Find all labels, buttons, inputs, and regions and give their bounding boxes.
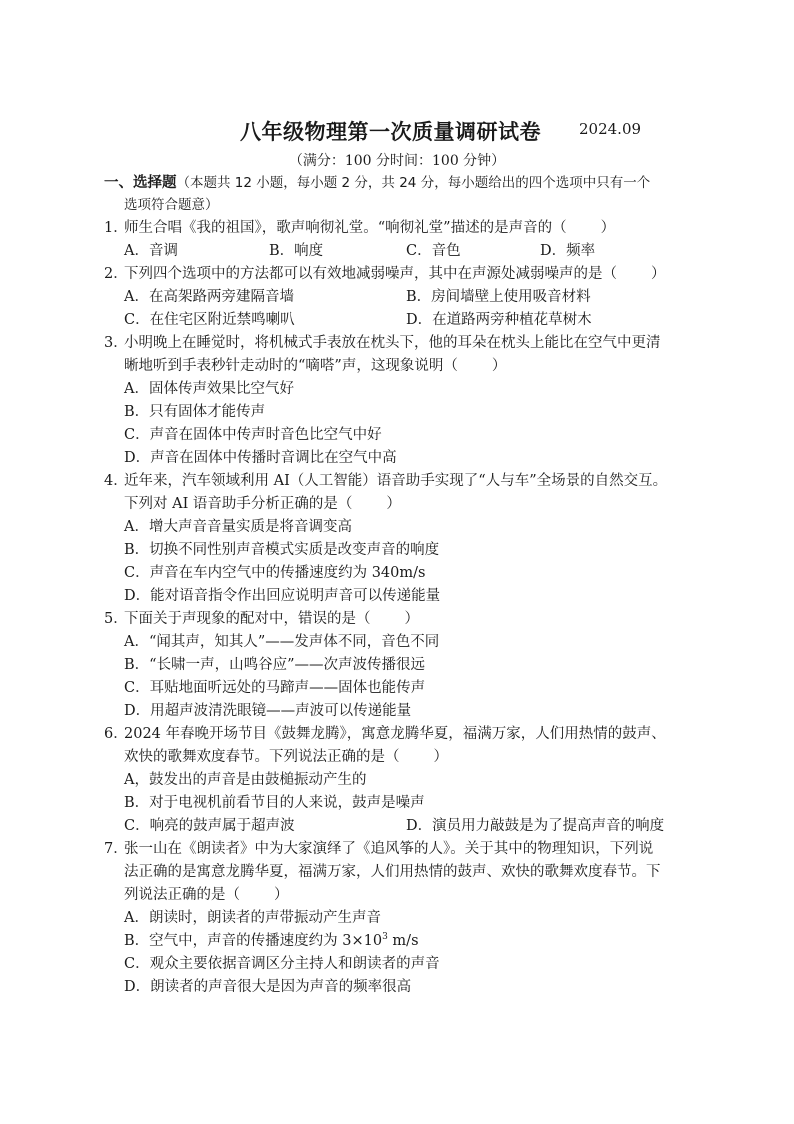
option-d: D．声音在固体中传播时音调比在空气中高 — [124, 450, 397, 466]
option-c: C．声音在固体中传声时音色比空气中好 — [124, 427, 382, 443]
option-a: A．朗读时，朗读者的声带振动产生声音 — [124, 910, 381, 926]
question-stem-line: 欢快的歌舞欢度春节。下列说法正确的是（ — [124, 749, 400, 765]
exam-header — [0, 116, 794, 142]
section-desc-line2: 选项符合题意） — [124, 197, 219, 213]
exponent: 3 — [382, 932, 388, 943]
question-number: 3． — [104, 335, 128, 351]
section-desc-line1: （本题共 12 小题，每小题 2 分，共 24 分，每小题给出的四个选项中只有一个 — [176, 175, 651, 191]
option-c: C．在住宅区附近禁鸣喇叭 — [124, 312, 295, 328]
option-c: C．声音在车内空气中的传播速度约为 340m/s — [124, 565, 426, 581]
question-stem-line: 下面关于声现象的配对中，错误的是（ — [124, 611, 371, 627]
question-stem — [124, 218, 615, 238]
answer-bracket-close: ） — [404, 611, 419, 627]
question-stem — [124, 356, 506, 376]
question-stem-line: 下列对 AI 语音助手分析正确的是（ — [124, 496, 353, 512]
answer-bracket-close: ） — [386, 496, 401, 512]
option-b: B．“长啸一声，山鸣谷应”——次声波传播很远 — [124, 657, 425, 673]
unit: m/s — [387, 933, 419, 949]
question-number: 7． — [104, 841, 128, 857]
question-stem-line: 晰地听到手表秒针走动时的“嘀嗒”声，这现象说明（ — [124, 358, 458, 374]
exam-title: 八年级物理第一次质量调研试卷 — [240, 119, 541, 144]
answer-bracket-close: ） — [274, 887, 289, 903]
question-stem — [124, 264, 666, 284]
option-c: C．音色 — [406, 243, 461, 259]
option-d: D．用超声波清洗眼镜——声波可以传递能量 — [124, 703, 412, 719]
section-title: 一、选择题 — [104, 174, 177, 191]
option-text: B．空气中，声音的传播速度约为 3×10 — [124, 933, 383, 949]
question-stem-line: 2024 年春晚开场节目《鼓舞龙腾》，寓意龙腾华夏，福满万家，人们用热情的鼓声、 — [124, 726, 666, 742]
option-d: D．朗读者的声音很大是因为声音的频率很高 — [124, 979, 412, 995]
option-c: C．观众主要依据音调区分主持人和朗读者的声音 — [124, 956, 440, 972]
option-b: B．对于电视机前看节目的人来说，鼓声是噪声 — [124, 795, 425, 811]
option-a: A．“闻其声，知其人”——发声体不同，音色不同 — [124, 634, 440, 650]
question-stem — [124, 609, 419, 629]
exam-date: 2024.09 — [579, 120, 642, 138]
question-stem — [124, 494, 401, 514]
option-a: A．固体传声效果比空气好 — [124, 381, 294, 397]
question-stem-line: 近年来，汽车领域利用 AI（人工智能）语音助手实现了“人与车”全场景的自然交互。 — [124, 473, 668, 489]
option-c: C．耳贴地面听远处的马蹄声——固体也能传声 — [124, 680, 426, 696]
option-d: D．演员用力敲鼓是为了提高声音的响度 — [406, 818, 665, 834]
option-b: B．切换不同性别声音模式实质是改变声音的响度 — [124, 542, 440, 558]
question-stem-line: 张一山在《朗读者》中为大家演绎了《追风筝的人》。关于其中的物理知识，下列说 — [124, 841, 654, 857]
question-number: 2． — [104, 266, 128, 282]
option-a: A．增大声音音量实质是将音调变高 — [124, 519, 352, 535]
answer-bracket-close: ） — [433, 749, 448, 765]
option-b: B．只有固体才能传声 — [124, 404, 266, 420]
answer-bracket-close: ） — [651, 266, 666, 282]
question-stem-line: 师生合唱《我的祖国》，歌声响彻礼堂。“响彻礼堂”描述的是声音的（ — [124, 220, 567, 236]
option-d: D．频率 — [540, 243, 596, 259]
question-number: 1． — [104, 220, 128, 236]
option-b: B．响度 — [269, 243, 324, 259]
question-stem — [124, 747, 448, 767]
question-number: 5． — [104, 611, 128, 627]
question-stem-line: 小明晚上在睡觉时，将机械式手表放在枕头下，他的耳朵在枕头上能比在空气中更清 — [124, 335, 661, 351]
option-a: A，鼓发出的声音是由鼓槌振动产生的 — [124, 772, 367, 788]
answer-bracket-close: ） — [491, 358, 507, 374]
question-stem-line: 法正确的是寓意龙腾华夏，福满万家，人们用热情的鼓声、欢快的歌舞欢度春节。下 — [124, 864, 661, 880]
option-d: D．在道路两旁种植花草树木 — [406, 312, 592, 328]
option-c: C．响亮的鼓声属于超声波 — [124, 818, 295, 834]
exam-subtitle: （满分：100 分时间：100 分钟） — [288, 153, 506, 169]
answer-bracket-close: ） — [600, 220, 616, 236]
question-stem — [124, 885, 289, 905]
section-heading — [104, 173, 650, 193]
option-b: B．房间墙壁上使用吸音材料 — [406, 289, 591, 305]
question-stem-line: 列说法正确的是（ — [124, 887, 240, 903]
question-number: 4． — [104, 473, 128, 489]
option-a: A．音调 — [124, 243, 178, 259]
question-number: 6． — [104, 726, 128, 742]
option-a: A．在高架路两旁建隔音墙 — [124, 289, 294, 305]
question-stem-line: 下列四个选项中的方法都可以有效地减弱噪声，其中在声源处减弱噪声的是（ — [124, 266, 617, 282]
option-b — [124, 931, 419, 951]
option-d: D．能对语音指令作出回应说明声音可以传递能量 — [124, 588, 441, 604]
